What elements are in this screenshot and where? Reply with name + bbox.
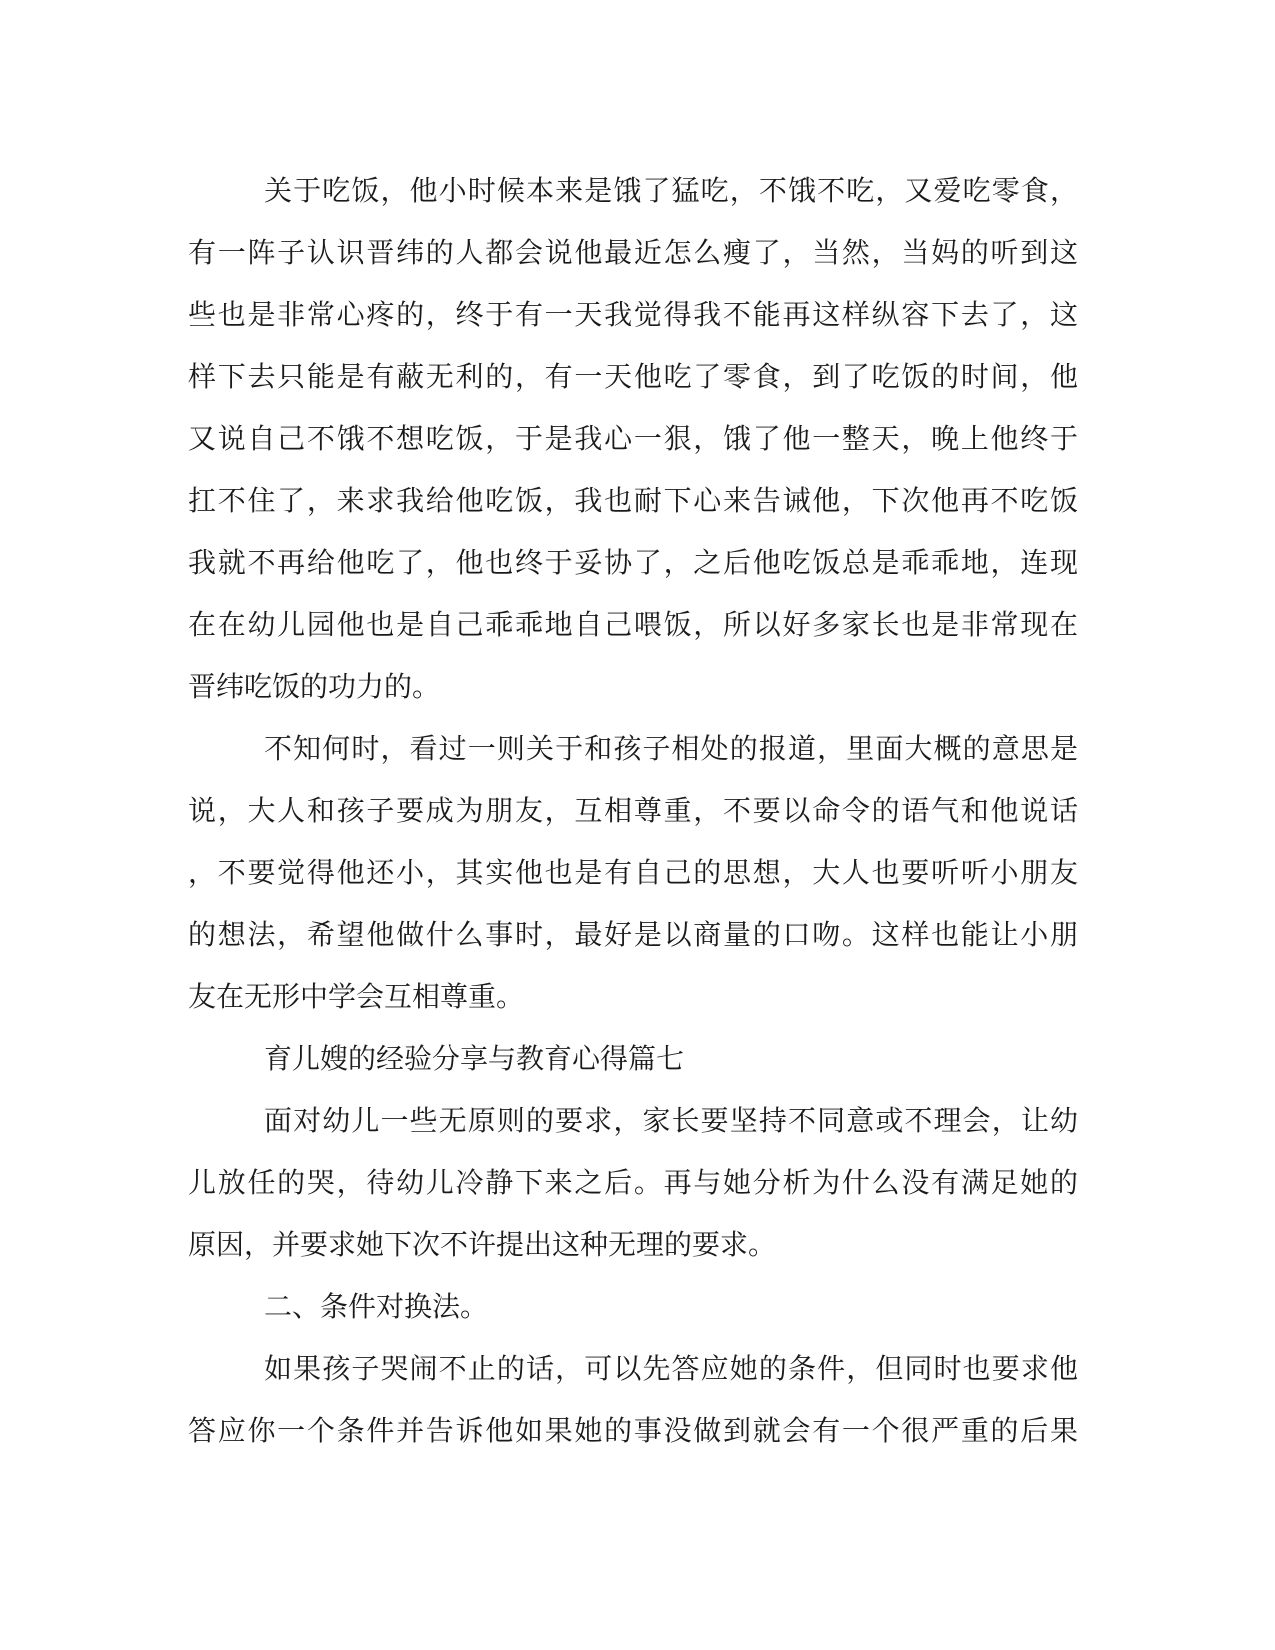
paragraph-2-line-2: 说，大人和孩子要成为朋友，互相尊重，不要以命令的语气和他说话 [188, 794, 1078, 827]
paragraph-1-line-7: 我就不再给他吃了，他也终于妥协了，之后他吃饭总是乖乖地，连现 [188, 546, 1078, 579]
paragraph-2-line-3: ，不要觉得他还小，其实他也是有自己的思想，大人也要听听小朋友 [188, 856, 1078, 889]
paragraph-3-line-3: 原因，并要求她下次不许提出这种无理的要求。 [188, 1228, 777, 1261]
paragraph-1-line-5: 又说自己不饿不想吃饭，于是我心一狠，饿了他一整天，晚上他终于 [188, 422, 1078, 455]
paragraph-1-line-1: 关于吃饭，他小时候本来是饿了猛吃，不饿不吃，又爱吃零食， [264, 174, 1078, 207]
section-heading: 育儿嫂的经验分享与教育心得篇七 [264, 1042, 685, 1075]
paragraph-2-line-4: 的想法，希望他做什么事时，最好是以商量的口吻。这样也能让小朋 [188, 918, 1078, 951]
paragraph-1-line-2: 有一阵子认识晋纬的人都会说他最近怎么瘦了，当然，当妈的听到这 [188, 236, 1078, 269]
paragraph-1-line-4: 样下去只能是有蔽无利的，有一天他吃了零食，到了吃饭的时间，他 [188, 360, 1078, 393]
paragraph-4-line-2: 答应你一个条件并告诉他如果她的事没做到就会有一个很严重的后果 [188, 1414, 1078, 1447]
paragraph-3-line-2: 儿放任的哭，待幼儿冷静下来之后。再与她分析为什么没有满足她的 [188, 1166, 1078, 1199]
paragraph-1-line-6: 扛不住了，来求我给他吃饭，我也耐下心来告诫他，下次他再不吃饭 [188, 484, 1078, 517]
document-body [188, 160, 1078, 1462]
paragraph-4-line-1: 如果孩子哭闹不止的话，可以先答应她的条件，但同时也要求他 [264, 1352, 1078, 1385]
paragraph-1-line-9: 晋纬吃饭的功力的。 [188, 670, 441, 703]
paragraph-3-line-1: 面对幼儿一些无原则的要求，家长要坚持不同意或不理会，让幼 [264, 1104, 1078, 1137]
subsection-heading: 二、条件对换法。 [264, 1290, 489, 1323]
paragraph-2-line-1: 不知何时，看过一则关于和孩子相处的报道，里面大概的意思是 [264, 732, 1078, 765]
paragraph-1-line-3: 些也是非常心疼的，终于有一天我觉得我不能再这样纵容下去了，这 [188, 298, 1078, 331]
paragraph-1-line-8: 在在幼儿园他也是自己乖乖地自己喂饭，所以好多家长也是非常现在 [188, 608, 1078, 641]
paragraph-2-line-5: 友在无形中学会互相尊重。 [188, 980, 525, 1013]
